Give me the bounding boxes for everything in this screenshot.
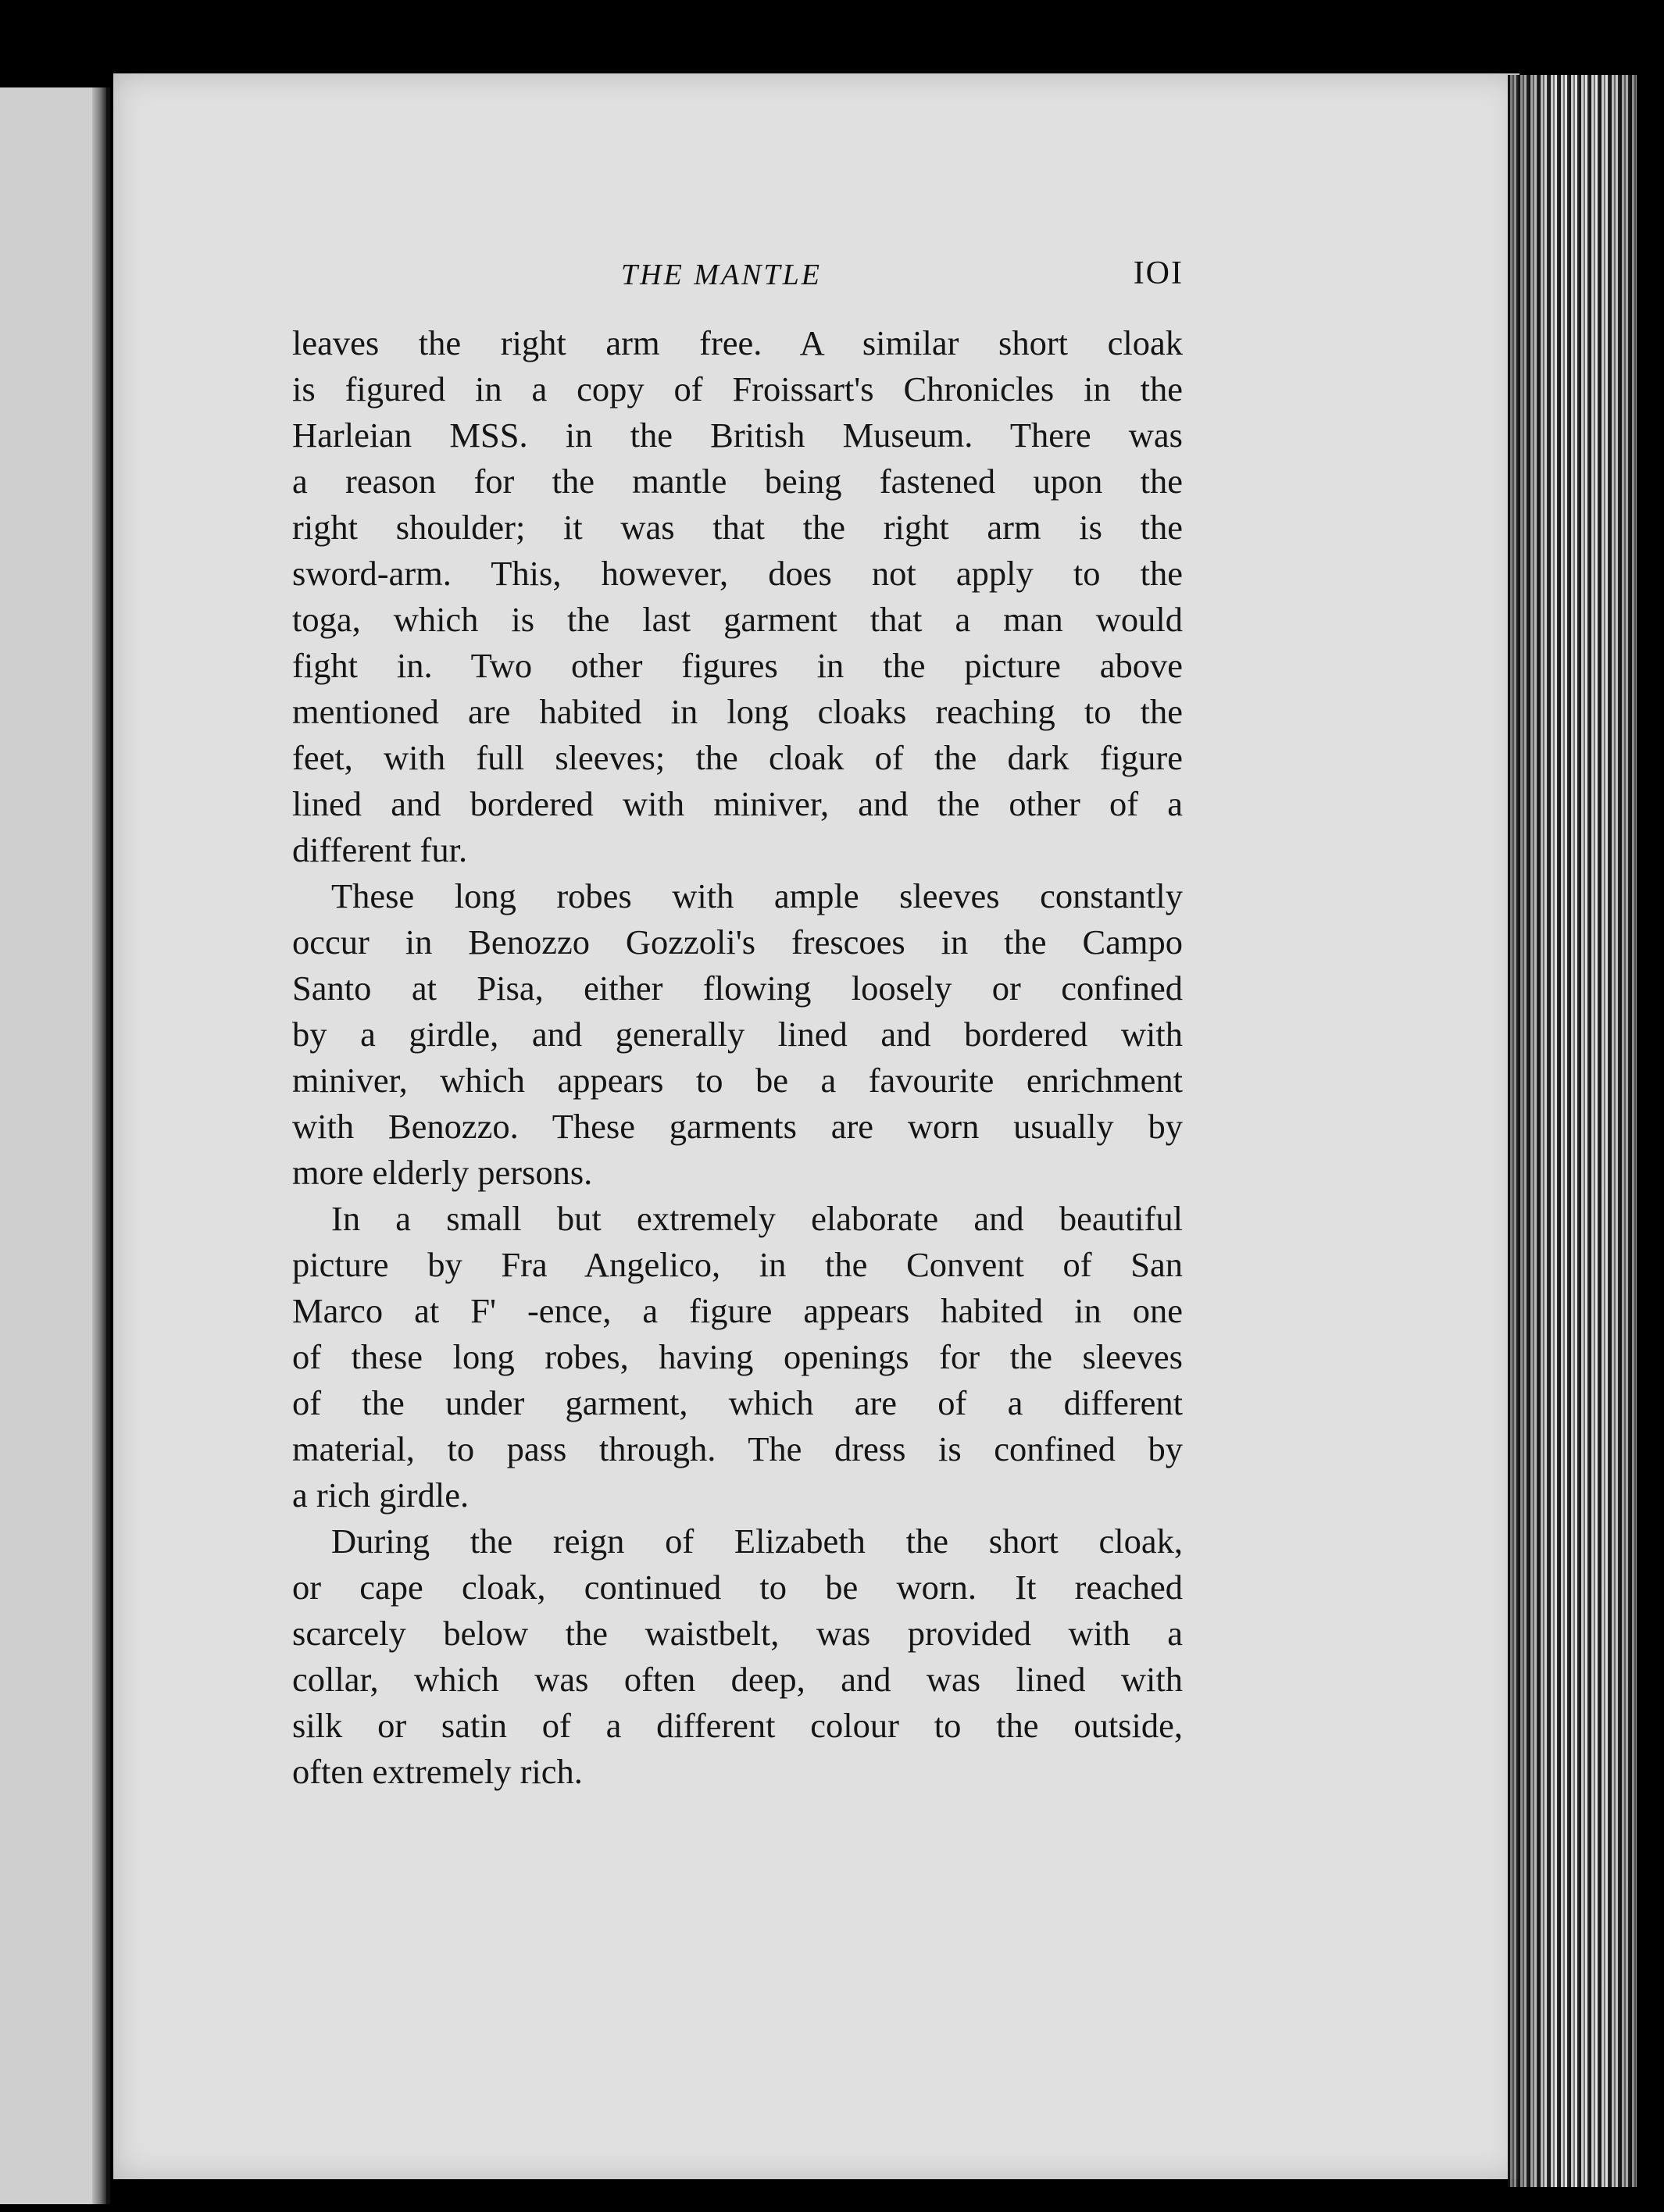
running-title: THE MANTLE [621, 259, 822, 291]
text-line: mentioned are habited in long cloaks reaching to the [292, 692, 1183, 731]
text-line: with Benozzo. These garments are worn usually by [292, 1107, 1183, 1146]
left-page-edge [92, 87, 106, 2204]
book-fore-edge [1508, 75, 1637, 2187]
text-line: Marco at F' -ence, a figure appears habited in one [292, 1291, 1183, 1330]
page-number: IOI [1133, 255, 1184, 291]
text-line: leaves the right arm free. A similar short cloak [292, 323, 1183, 362]
text-line: picture by Fra Angelico, in the Convent of San [292, 1245, 1183, 1284]
text-line: toga, which is the last garment that a man would [292, 600, 1183, 639]
text-line: occur in Benozzo Gozzoli's frescoes in the Campo [292, 922, 1183, 962]
body-text [292, 320, 1183, 1795]
text-line: lined and bordered with miniver, and the other of a [292, 784, 1183, 823]
text-line: scarcely below the waistbelt, was provided with a [292, 1614, 1183, 1653]
text-line: different fur. [292, 830, 468, 869]
text-line: Harleian MSS. in the British Museum. There was [292, 416, 1183, 455]
text-line: by a girdle, and generally lined and bordered with [292, 1015, 1183, 1054]
text-line: a reason for the mantle being fastened upon the [292, 462, 1183, 501]
text-line: of these long robes, having openings for the sleeves [292, 1337, 1183, 1376]
text-line: or cape cloak, continued to be worn. It reached [292, 1568, 1183, 1607]
text-line: of the under garment, which are of a different [292, 1383, 1183, 1422]
text-line: a rich girdle. [292, 1475, 470, 1515]
text-line: often extremely rich. [292, 1752, 583, 1791]
text-line: silk or satin of a different colour to the outside, [292, 1706, 1183, 1745]
text-line: feet, with full sleeves; the cloak of the dark figure [292, 738, 1183, 777]
page-header [293, 255, 1184, 305]
text-line: more elderly persons. [292, 1153, 593, 1192]
text-line: miniver, which appears to be a favourite enrichment [292, 1061, 1183, 1100]
text-line: These long robes with ample sleeves constantly [331, 876, 1183, 915]
text-line: is figured in a copy of Froissart's Chronicles in the [292, 369, 1183, 409]
text-line: right shoulder; it was that the right arm is the [292, 508, 1183, 547]
text-line: In a small but extremely elaborate and beautiful [331, 1199, 1183, 1238]
text-line: Santo at Pisa, either flowing loosely or confined [292, 969, 1183, 1008]
text-line: sword-arm. This, however, does not apply to the [292, 554, 1183, 593]
text-line: During the reign of Elizabeth the short cloak, [331, 1522, 1183, 1561]
text-line: material, to pass through. The dress is confined by [292, 1429, 1183, 1468]
text-line: fight in. Two other figures in the picture above [292, 646, 1183, 685]
text-line: collar, which was often deep, and was lined with [292, 1660, 1183, 1699]
